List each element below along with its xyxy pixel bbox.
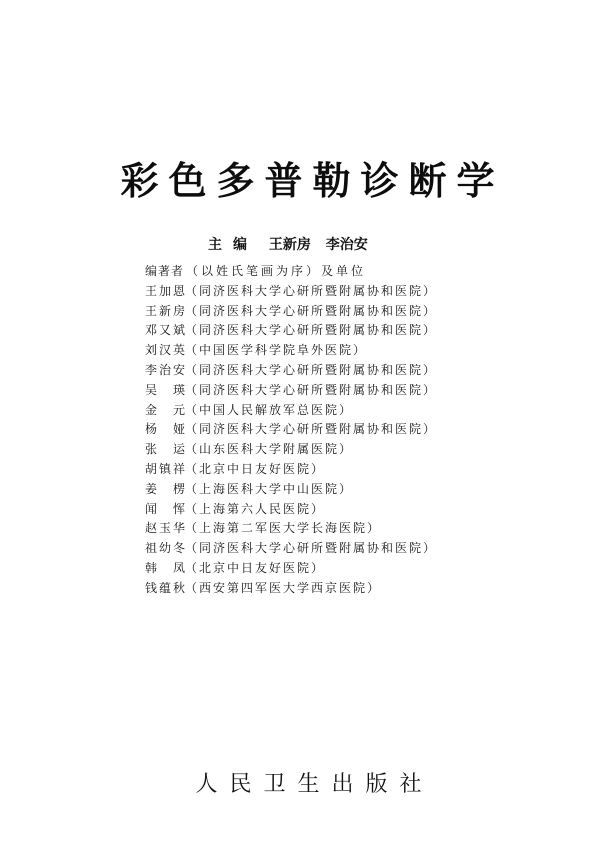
contributor-header-label: 编著者 xyxy=(145,264,185,278)
contributor-institution: （西安第四军医大学西京医院） xyxy=(185,580,382,595)
contributor-institution: （北京中日友好医院） xyxy=(185,461,326,476)
contributor-institution: （同济医科大学心研所暨附属协和医院） xyxy=(185,323,438,338)
contributor-name: 王加恩 xyxy=(145,283,185,298)
contributor-institution: （同济医科大学心研所暨附属协和医院） xyxy=(185,541,438,556)
contributor-row xyxy=(145,579,437,599)
contributor-name: 刘汉英 xyxy=(145,343,185,358)
contributor-name: 张运 xyxy=(145,442,185,457)
contributor-institution: （上海第六人民医院） xyxy=(185,501,326,516)
contributor-name: 胡镇祥 xyxy=(145,461,185,476)
contributor-row xyxy=(145,361,437,381)
chief-editor-name: 李治安 xyxy=(325,237,368,253)
contributor-name: 杨娅 xyxy=(145,422,185,437)
contributor-row xyxy=(145,401,437,421)
contributor-list-header xyxy=(145,262,437,282)
contributor-name: 闻恽 xyxy=(145,501,185,516)
book-title: 彩色多普勒诊断学 xyxy=(120,159,505,203)
contributor-institution: （上海第二军医大学长海医院） xyxy=(185,521,382,536)
contributor-name: 吴瑛 xyxy=(145,382,185,397)
contributor-row xyxy=(145,539,437,559)
contributor-name: 韩凤 xyxy=(145,560,185,575)
contributor-name: 赵玉华 xyxy=(145,521,185,536)
contributor-row xyxy=(145,302,437,322)
contributor-name: 钱蕴秋 xyxy=(145,580,185,595)
contributor-row xyxy=(145,460,437,480)
chief-editors xyxy=(208,234,378,254)
contributor-institution: （同济医科大学心研所暨附属协和医院） xyxy=(185,283,438,298)
contributor-row xyxy=(145,381,437,401)
publisher-name: 人民卫生出版社 xyxy=(195,772,434,797)
contributor-name: 金元 xyxy=(145,402,185,417)
contributor-name: 李治安 xyxy=(145,362,185,377)
contributor-row xyxy=(145,420,437,440)
contributor-institution: （中国人民解放军总医院） xyxy=(185,402,354,417)
contributor-list xyxy=(145,262,437,599)
chief-editor-name: 王新房 xyxy=(268,237,311,253)
contributor-row xyxy=(145,559,437,579)
chief-editor-role: 主编 xyxy=(208,237,258,253)
contributor-row xyxy=(145,321,437,341)
contributor-row xyxy=(145,440,437,460)
contributor-name: 姜楞 xyxy=(145,481,185,496)
contributor-name: 王新房 xyxy=(145,303,185,318)
contributor-institution: （北京中日友好医院） xyxy=(185,560,326,575)
contributor-institution: （上海医科大学中山医院） xyxy=(185,481,354,496)
contributor-row xyxy=(145,282,437,302)
contributor-row xyxy=(145,341,437,361)
contributor-row xyxy=(145,500,437,520)
contributor-institution: （同济医科大学心研所暨附属协和医院） xyxy=(185,303,438,318)
contributor-institution: （中国医学科学院阜外医院） xyxy=(185,343,368,358)
contributor-name: 祖幼冬 xyxy=(145,541,185,556)
contributor-institution: （同济医科大学心研所暨附属协和医院） xyxy=(185,422,438,437)
contributor-header-note: （以姓氏笔画为序）及单位 xyxy=(186,264,367,278)
contributor-institution: （同济医科大学心研所暨附属协和医院） xyxy=(185,362,438,377)
contributor-row xyxy=(145,519,437,539)
contributor-institution: （山东医科大学附属医院） xyxy=(185,442,354,457)
contributor-institution: （同济医科大学心研所暨附属协和医院） xyxy=(185,382,438,397)
contributor-name: 邓又斌 xyxy=(145,323,185,338)
contributor-row xyxy=(145,480,437,500)
